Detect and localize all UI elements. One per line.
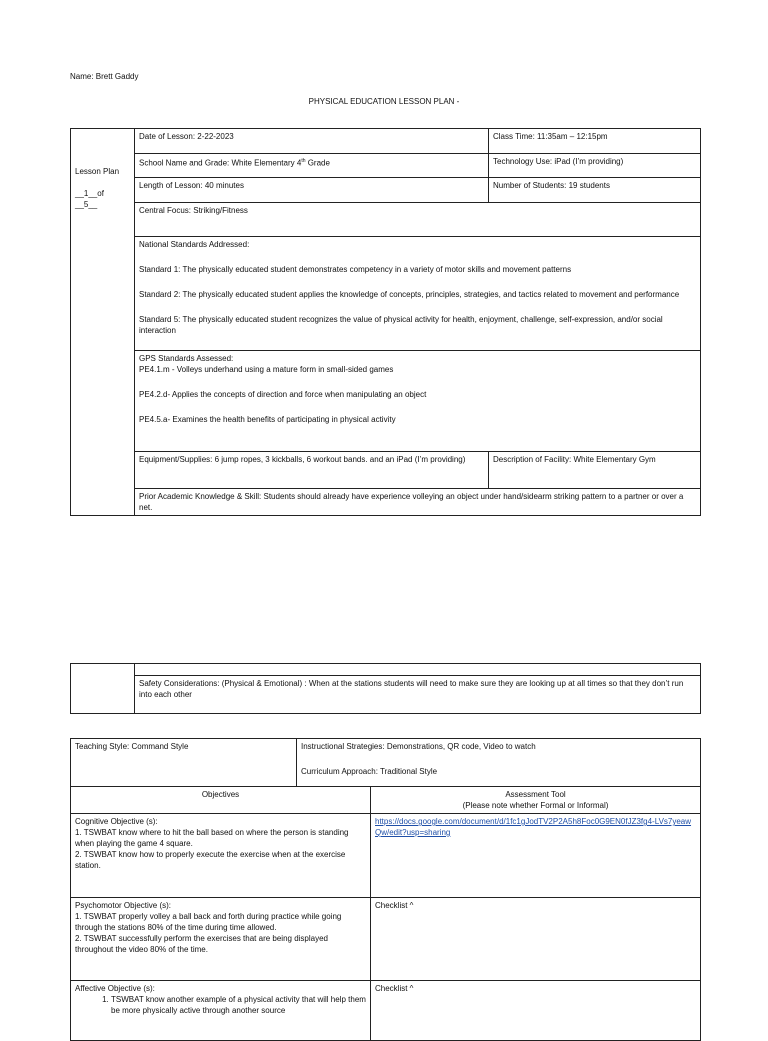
affective-list bbox=[75, 994, 366, 1016]
national-standards bbox=[135, 237, 701, 351]
national-standards-heading: National Standards Addressed: bbox=[139, 240, 250, 249]
psychomotor-assessment: Checklist ^ bbox=[371, 898, 701, 981]
page-title: PHYSICAL EDUCATION LESSON PLAN - bbox=[308, 97, 460, 106]
lesson-plan-cell bbox=[71, 129, 135, 516]
assessment-subheader: (Please note whether Formal or Informal) bbox=[462, 801, 609, 810]
psychomotor-item-1: 1. TSWBAT properly volley a ball back and forth during practice while going through the stations 80% of the time during time allowed. bbox=[75, 912, 342, 932]
psychomotor-heading: Psychomotor Objective (s): bbox=[75, 901, 172, 910]
affective-objective bbox=[71, 981, 371, 1041]
strategies-cell bbox=[297, 739, 701, 787]
length-of-lesson: Length of Lesson: 40 minutes bbox=[135, 178, 489, 203]
lesson-info-table bbox=[70, 128, 701, 516]
objectives-header: Objectives bbox=[71, 787, 371, 814]
number-of-students: Number of Students: 19 students bbox=[489, 178, 701, 203]
teaching-style: Teaching Style: Command Style bbox=[71, 739, 297, 787]
curriculum-approach: Curriculum Approach: Traditional Style bbox=[301, 767, 438, 776]
class-time: Class Time: 11:35am – 12:15pm bbox=[489, 129, 701, 154]
cognitive-heading: Cognitive Objective (s): bbox=[75, 817, 158, 826]
lesson-plan-index: __1__of bbox=[75, 189, 104, 198]
gps-standard-3: PE4.5.a- Examines the health benefits of participating in physical activity bbox=[139, 415, 396, 424]
central-focus: Central Focus: Striking/Fitness bbox=[135, 203, 701, 237]
standard-2: Standard 2: The physically educated student applies the knowledge of concepts, principles, strategies, and tactics related to movement and performance bbox=[139, 290, 680, 299]
equipment-supplies: Equipment/Supplies: 6 jump ropes, 3 kickballs, 6 workout bands. and an iPad (I’m providing) bbox=[135, 452, 489, 489]
gps-standards bbox=[135, 351, 701, 452]
instructional-strategies: Instructional Strategies: Demonstrations, QR code, Video to watch bbox=[301, 742, 536, 751]
affective-assessment: Checklist ^ bbox=[371, 981, 701, 1041]
safety-top-cell bbox=[135, 664, 701, 676]
lesson-plan-total: __5__ bbox=[75, 200, 98, 209]
cognitive-item-1: 1. TSWBAT know where to hit the ball based on where the person is standing when playing the game 4 square. bbox=[75, 828, 349, 848]
cognitive-item-2: 2. TSWBAT know how to properly execute the exercise when at the exercise station. bbox=[75, 850, 346, 870]
gps-heading: GPS Standards Assessed: bbox=[139, 354, 234, 363]
lesson-plan-label: Lesson Plan bbox=[75, 167, 120, 176]
psychomotor-objective bbox=[71, 898, 371, 981]
cognitive-objective bbox=[71, 814, 371, 898]
gps-standard-1: PE4.1.m - Volleys underhand using a mature form in small-sided games bbox=[139, 365, 394, 374]
psychomotor-item-2: 2. TSWBAT successfully perform the exercises that are being displayed throughout the video 80% of the time. bbox=[75, 934, 329, 954]
prior-knowledge: Prior Academic Knowledge & Skill: Students should already have experience volleying an object under hand/sidearm striking pattern to a partner or over a net. bbox=[135, 489, 701, 516]
affective-heading: Affective Objective (s): bbox=[75, 984, 155, 993]
school-name-grade: School Name and Grade: White Elementary 4th Grade bbox=[135, 154, 489, 178]
safety-considerations: Safety Considerations: (Physical & Emotional) : When at the stations students will need to make sure they are looking up at all times so that they don’t run into each other bbox=[135, 676, 701, 714]
safety-side-cell bbox=[71, 664, 135, 714]
assessment-header: Assessment Tool bbox=[505, 790, 566, 799]
date-of-lesson: Date of Lesson: 2-22-2023 bbox=[135, 129, 489, 154]
affective-item-1: 1. TSWBAT know another example of a physical activity that will help them be more physically active through another source bbox=[111, 994, 366, 1016]
objectives-table bbox=[70, 738, 701, 1041]
assessment-link[interactable]: https://docs.google.com/document/d/1fc1gJodTV2P2A5h8Foc0G9EN0fJZ3fg4-LVs7yeawQw/edit?usp=sharing bbox=[375, 817, 692, 837]
standard-1: Standard 1: The physically educated student demonstrates competency in a variety of motor skills and movement patterns bbox=[139, 265, 572, 274]
gps-standard-2: PE4.2.d- Applies the concepts of direction and force when manipulating an object bbox=[139, 390, 427, 399]
standard-5: Standard 5: The physically educated student recognizes the value of physical activity for health, enjoyment, challenge, self-expression, and/or social interaction bbox=[139, 315, 663, 335]
student-name: Name: Brett Gaddy bbox=[70, 72, 139, 81]
technology-use: Technology Use: iPad (I’m providing) bbox=[489, 154, 701, 178]
assessment-header-cell bbox=[371, 787, 701, 814]
safety-table bbox=[70, 663, 701, 714]
facility-description: Description of Facility: White Elementary Gym bbox=[489, 452, 701, 489]
cognitive-assessment bbox=[371, 814, 701, 898]
